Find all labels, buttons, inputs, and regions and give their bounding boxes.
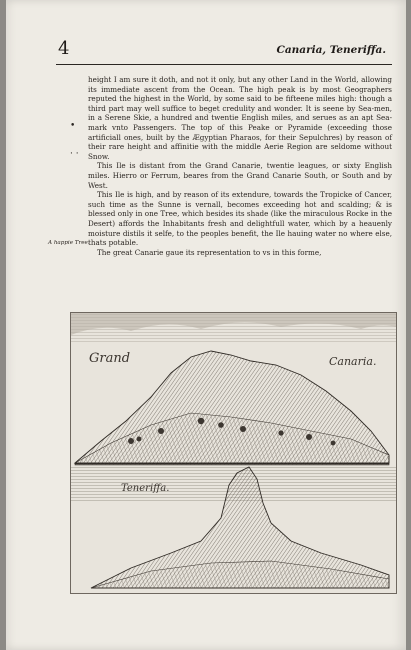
paragraph-1: height I am sure it doth, and not it only, but any other Land in the World, allowing its immediate ascent from the Ocean. The high peak is by most Geographers reputed the highest in the World, by some said to be fifteene miles high: though a third part may well suffice to beget credulity and wonder. It is seene by Sea-men, in a Serene Skie, a hundred and twentie English miles, and serues as an apt Sea-mark vnto Passengers. The top of this Peake or Pyramide (exceeding those artificiall ones, built by the Ægyptian Pharaos, for their Sepulchres) by reason of their rare height and affinitie with the middle Aerie Region are seldome without Snow. [88, 75, 392, 161]
label-canaria: Canaria. [329, 355, 377, 368]
page-number: 4 [58, 38, 70, 59]
label-grand: Grand [89, 351, 131, 366]
body-text [88, 75, 392, 257]
running-title: Canaria, Teneriffa. [276, 44, 386, 56]
paragraph-4: The great Canarie gaue its representation to vs in this forme, [97, 247, 322, 257]
paragraph-2: This Ile is distant from the Grand Canarie, twentie leagues, or sixty English miles. Hierro or Ferrum, beares from the Grand Canarie South, or South and by West. [88, 161, 392, 190]
book-page [6, 0, 406, 650]
paragraph-3: This Ile is high, and by reason of its extendure, towards the Tropicke of Cancer, such time as the Sunne is vernall, becomes exceeding hot and scalding; & is blessed only in one Tree, which besides its shade (like the miraculous Rocke in the Desert) affords the Inhabitants fresh and delightfull water, which by a heauenly moisture distils it selfe, to the peoples benefit, the Ile hauing water no where else, thats potable. [88, 190, 392, 248]
label-teneriffa: Teneriffa. [121, 483, 170, 494]
engraving-plate [70, 312, 397, 594]
margin-note: A happie Tree. [48, 240, 90, 246]
page-header [56, 34, 392, 65]
margin-marks: • · · [70, 121, 79, 159]
